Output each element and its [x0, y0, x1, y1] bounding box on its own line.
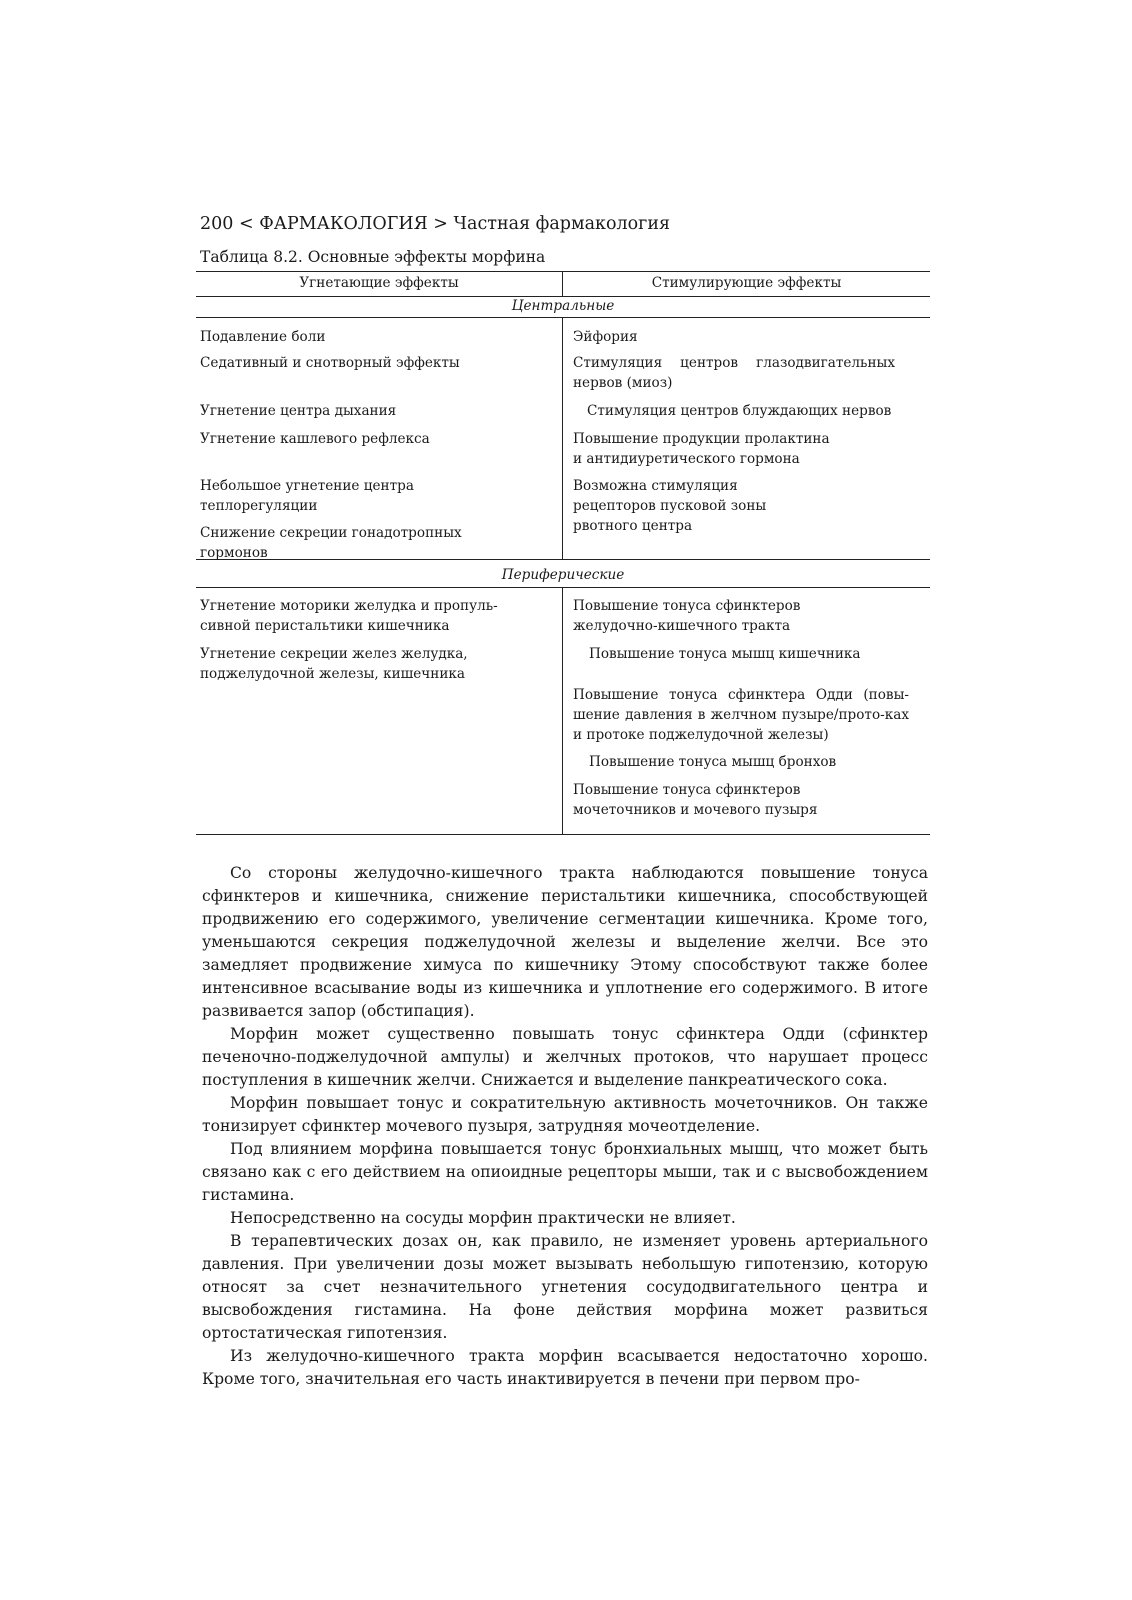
paragraph: Морфин повышает тонус и сократительную активность мочеточников. Он также тонизирует сфинктер мочевого пузыря, затрудняя мочеотделение.	[202, 1094, 928, 1135]
table-cell-right: Повышение тонуса мышц бронхов	[589, 754, 837, 770]
table-cell-right: Повышение тонуса сфинктера Одди (повы-шение давления в желчном пузыре/прото-ках и протоке поджелудочной железы)	[573, 687, 909, 743]
paragraph: Со стороны желудочно-кишечного тракта наблюдаются повышение тонуса сфинктеров и кишечника, снижение перистальтики кишечника, способствующей продвижению его содержимого, увеличение сегментации кишечника. Кроме того, уменьшаются секреция поджелудочной железы и выделение желчи. Все это замедляет продвижение химуса по кишечнику Этому способствуют также более интенсивное всасывание воды из кишечника и уплотнение его содержимого. В итоге развивается запор (обстипация).	[202, 864, 928, 1020]
paragraph: Под влиянием морфина повышается тонус бронхиальных мышц, что может быть связано как с его действием на опиоидные рецепторы мыши, так и с высвобождением гистамина.	[202, 1140, 928, 1204]
table-cell-left: Угнетение кашлевого рефлекса	[200, 431, 430, 447]
table-cell-left: Небольшое угнетение центра теплорегуляции	[200, 478, 414, 514]
table-cell-right: Повышение продукции пролактина и антидиуретического гормона	[573, 431, 830, 467]
table-cell-left: Угнетение секреции желез желудка, поджелудочной железы, кишечника	[200, 646, 468, 682]
table-divider-central	[562, 317, 563, 559]
paragraph: Из желудочно-кишечного тракта морфин всасывается недостаточно хорошо. Кроме того, значительная его часть инактивируется в печени при первом про-	[202, 1347, 928, 1388]
column-header-stimulating: Стимулирующие эффекты	[651, 275, 842, 291]
table-cell-right: Эйфория	[573, 329, 638, 345]
table-cell-left: Угнетение центра дыхания	[200, 403, 397, 419]
paragraph: Морфин может существенно повышать тонус сфинктера Одди (сфинктер печеночно-поджелудочной ампулы) и желчных протоков, что нарушает процесс поступления в кишечник желчи. Снижается и выделение панкреатического сока.	[202, 1025, 928, 1089]
table-caption: Таблица 8.2. Основные эффекты морфина	[200, 248, 546, 266]
table-cell-right: Повышение тонуса мышц кишечника	[589, 646, 861, 662]
table-cell-left: Подавление боли	[200, 329, 326, 345]
column-header-depressing: Угнетающие эффекты	[299, 275, 459, 291]
section-title-central: Центральные	[511, 298, 615, 314]
table-cell-right: Повышение тонуса сфинктеров мочеточников и мочевого пузыря	[573, 782, 818, 818]
table-cell-right: Стимуляция центров глазодвигательных нервов (миоз)	[573, 355, 895, 391]
table-cell-right: Стимуляция центров блуждающих нервов	[587, 403, 892, 419]
table-rule-top	[196, 271, 930, 272]
table-cell-right: Повышение тонуса сфинктеров желудочно-кишечного тракта	[573, 598, 801, 634]
table-cell-right: Возможна стимуляция рецепторов пусковой зоны рвотного центра	[573, 478, 767, 534]
paragraph: Непосредственно на сосуды морфин практически не влияет.	[230, 1209, 736, 1227]
body-text	[202, 862, 928, 1391]
table-cell-left: Угнетение моторики желудка и пропуль-сивной перистальтики кишечника	[200, 598, 498, 634]
table-rule-bottom	[196, 834, 930, 835]
table-cell-left: Снижение секреции гонадотропных гормонов	[200, 525, 462, 561]
table-rule-peripheral	[196, 587, 930, 588]
section-title-peripheral: Периферические	[501, 567, 625, 583]
table-divider-peripheral	[562, 587, 563, 834]
table-cell-left: Седативный и снотворный эффекты	[200, 355, 460, 371]
table-rule-central	[196, 317, 930, 318]
paragraph: В терапевтических дозах он, как правило, не изменяет уровень артериального давления. При увеличении дозы может вызывать небольшую гипотензию, которую относят за счет незначительного угнетения сосудодвигательного центра и высвобождения гистамина. На фоне действия морфина может развиться ортостатическая гипотензия.	[202, 1232, 928, 1342]
page-header: 200 < ФАРМАКОЛОГИЯ > Частная фармакология	[200, 214, 671, 234]
